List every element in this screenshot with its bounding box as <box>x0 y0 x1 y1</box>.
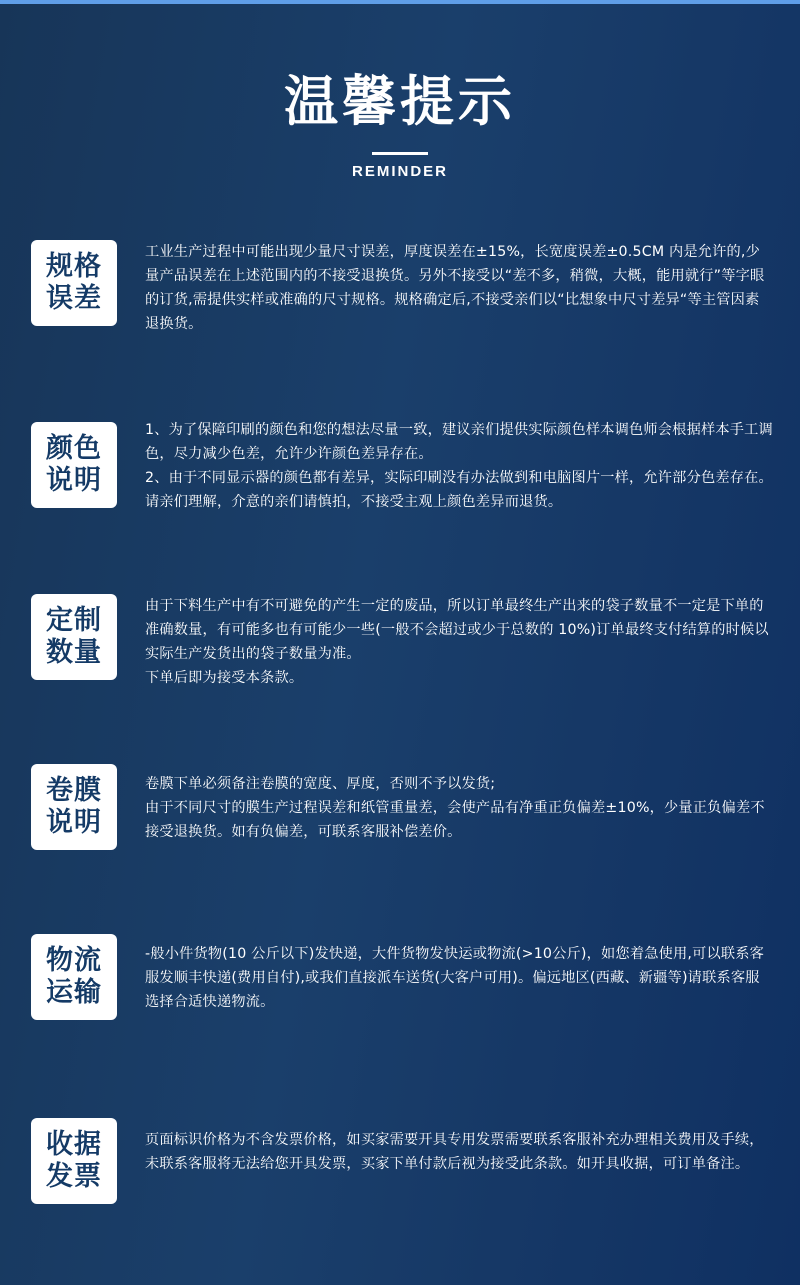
section-label-line: 误差 <box>46 283 102 314</box>
section-label-badge <box>31 594 117 680</box>
page-header <box>0 66 800 180</box>
section-paragraph: 工业生产过程中可能出现少量尺寸误差，厚度误差在±15%，长宽度误差±0.5CM 内是允许的,少量产品误差在上述范围内的不接受退换货。另外不接受以“差不多，稍微，大概，能用就行”等字眼的订货,需提供实样或准确的尺寸规格。规格确定后,不接受亲们以“比想象中尺寸差异“等主管因素退换货。 <box>145 244 765 332</box>
section-label-line: 规格 <box>46 251 102 282</box>
section-body <box>145 418 773 514</box>
section-label-line: 说明 <box>46 807 102 838</box>
page-title: 温馨提示 <box>284 70 516 133</box>
section-label-line: 数量 <box>46 637 102 668</box>
section-paragraph: 下单后即为接受本条款。 <box>145 670 304 686</box>
section-paragraph: 1、为了保障印刷的颜色和您的想法尽量一致，建议亲们提供实际颜色样本调色师会根据样本手工调色，尽力减少色差，允许少许颜色差异存在。 <box>145 422 773 462</box>
section-label-line: 颜色 <box>46 433 102 464</box>
section-label-badge <box>31 1118 117 1204</box>
section-label-line: 定制 <box>46 605 102 636</box>
section-paragraph: 由于不同尺寸的膜生产过程误差和纸管重量差，会使产品有净重正负偏差±10%，少量正负偏差不接受退换货。如有负偏差，可联系客服补偿差价。 <box>145 800 765 840</box>
top-accent-strip <box>0 0 800 4</box>
section-label-line: 运输 <box>46 977 102 1008</box>
section-label-badge <box>31 934 117 1020</box>
section-label-badge <box>31 240 117 326</box>
section-body <box>145 772 773 844</box>
section-label-badge <box>31 422 117 508</box>
title-divider <box>372 152 428 155</box>
section-label-line: 收据 <box>46 1129 102 1160</box>
section-label-line: 卷膜 <box>46 775 102 806</box>
section-body <box>145 1128 773 1176</box>
section-label-line: 说明 <box>46 465 102 496</box>
section-body <box>145 594 773 690</box>
section-label-line: 物流 <box>46 945 102 976</box>
section-paragraph: 页面标识价格为不含发票价格，如买家需要开具专用发票需要联系客服补充办理相关费用及手续，未联系客服将无法给您开具发票，买家下单付款后视为接受此条款。如开具收据，可订单备注。 <box>145 1132 764 1172</box>
section-label-line: 发票 <box>46 1161 102 1192</box>
section-paragraph: 卷膜下单必须备注卷膜的宽度、厚度，否则不予以发货; <box>145 776 496 792</box>
section-paragraph: -般小件货物(10 公斤以下)发快递，大件货物发快运或物流(>10公斤)，如您着急使用,可以联系客服发顺丰快递(费用自付),或我们直接派车送货(大客户可用)。偏远地区(西藏、新疆等)请联系客服选择合适快递物流。 <box>145 946 765 1010</box>
section-paragraph: 2、由于不同显示器的颜色都有差异，实际印刷没有办法做到和电脑图片一样，允许部分色差存在。请亲们理解，介意的亲们请慎拍，不接受主观上颜色差异而退货。 <box>145 470 773 510</box>
section-body <box>145 942 773 1014</box>
section-body <box>145 240 773 336</box>
section-paragraph: 由于下料生产中有不可避免的产生一定的废品，所以订单最终生产出来的袋子数量不一定是下单的准确数量，有可能多也有可能少一些(一般不会超过或少于总数的 10%)订单最终支付结算的时候以实际生产发货出的袋子数量为准。 <box>145 598 769 662</box>
page-subtitle: REMINDER <box>351 163 448 180</box>
section-label-badge <box>31 764 117 850</box>
